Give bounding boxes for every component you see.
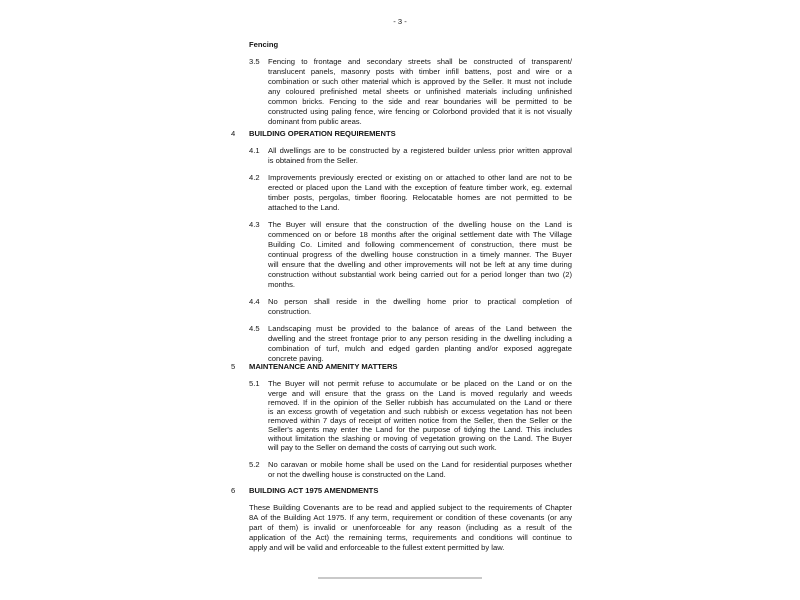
clause-text-line: dominant from public areas. (268, 117, 362, 126)
clause-number: 4.2 (249, 173, 260, 182)
footer-file-reference (318, 577, 482, 579)
clause-number: 4.3 (249, 220, 260, 229)
clause-text-line: removed. If in the opinion of the Seller rubbish has accumulated on the Land or there (268, 397, 572, 407)
clause-text-line: is obtained from the Seller. (268, 156, 358, 165)
paragraph-line: apply and will be valid and enforceable to the fullest extent permitted by law. (249, 543, 505, 552)
clause-text-line: construction without substantial work being carried out for a period longer than two (2) (268, 270, 572, 279)
page-number: - 3 - (393, 17, 407, 26)
clause-text-line: combination or such other material which is approved by the Seller. It must not include (268, 77, 572, 86)
section-5-title: MAINTENANCE AND AMENITY MATTERS (249, 362, 398, 371)
clause-text-line: construction. (268, 307, 312, 316)
clause-number: 5.2 (249, 460, 260, 469)
clause-number: 3.5 (249, 57, 260, 66)
clause-text-line: without limitation the slashing or moving of vegetation growing on the Land. The Buyer (268, 434, 572, 444)
clause-text-line: any coloured prefinished metal sheets or unfinished materials including unfinished (268, 87, 572, 96)
clause-text-line: concrete paving. (268, 354, 324, 363)
clause-text-line: will ensure that the dwelling and other improvements will not be left at any time during (268, 260, 572, 269)
clause-text-line: Seller's agents may enter the Land for the purpose of tidying the Land. This includes (268, 425, 572, 435)
clause-number: 5.1 (249, 379, 260, 389)
clause-text (268, 297, 572, 317)
section-4-number: 4 (231, 129, 236, 138)
clause-text-line: dwelling and the street frontage prior to any person residing in the dwelling including a (268, 334, 572, 343)
clause-text (268, 146, 572, 166)
clause-text-line: erected or placed upon the Land with the exception of feature timber work, eg. external (268, 183, 572, 192)
clause-text-line: attached to the Land. (268, 203, 340, 212)
paragraph-line: These Building Covenants are to be read and applied subject to the requirements of Chapter (249, 503, 572, 512)
clause-text-line: months. (268, 280, 296, 289)
clause-text-line: common bricks. Fencing to the side and rear boundaries will be permitted to be (268, 97, 572, 106)
clause-text-line: Landscaping must be provided to the balance of areas of the Land between the (268, 324, 572, 333)
clause-text-line: Fencing to frontage and secondary streets shall be constructed of transparent/ (268, 57, 572, 66)
clause-text-line: No person shall reside in the dwelling home prior to practical completion of (268, 297, 572, 306)
clause-text-line: The Buyer will not permit refuse to accumulate or be placed on the Land or on the (268, 379, 572, 389)
clause-text-line: All dwellings are to be constructed by a registered builder unless prior written approval (268, 146, 572, 155)
clause-text-line: combination of turf, mulch and edged garden planting and/or exposed aggregate (268, 344, 572, 353)
clause-text-line: translucent panels, masonry posts with timber infill battens, post and wire or a (268, 67, 572, 76)
clause-text-line: will pay to the Seller on demand the costs of carrying out such work. (268, 443, 497, 453)
paragraph-line: application of the Act) the remaining terms, requirements and conditions will continue to (249, 533, 572, 542)
clause-text-line: timber posts, pergolas, timber flooring. Relocatable homes are not permitted to be (268, 193, 572, 202)
clause-text (268, 220, 572, 290)
clause-text-line: Improvements previously erected or existing on or attached to other land are not to be (268, 173, 572, 182)
clause-text-line: Building Co. Limited and following commencement of construction, there must be (268, 240, 572, 249)
clause-text-line: No caravan or mobile home shall be used on the Land for residential purposes whether (268, 460, 572, 469)
clause-number: 4.5 (249, 324, 260, 333)
clause-text-line: is an excess growth of vegetation and such rubbish or excess vegetation has not been (268, 406, 572, 416)
clause-text (268, 173, 572, 213)
fencing-heading: Fencing (249, 40, 279, 49)
clause-text (268, 460, 572, 480)
clause-text-line: continual progress of the dwelling house construction in a timely manner. The Buyer (268, 250, 572, 259)
section-4-title: BUILDING OPERATION REQUIREMENTS (249, 129, 396, 138)
paragraph-line: part of them) is invalid or unenforceable for any reason (including as a result of the (249, 523, 572, 532)
clause-text (268, 379, 572, 452)
clause-text (268, 324, 572, 364)
clause-text-line: removed within 7 days of receipt of written notice from the Seller, then the Seller or the (268, 415, 572, 425)
section-6-title: BUILDING ACT 1975 AMENDMENTS (249, 486, 379, 495)
paragraph-line: 8A of the Building Act 1975. If any term, requirement or condition of these covenants (or any (249, 513, 572, 522)
clause-text-line: The Buyer will ensure that the construction of the dwelling house on the Land is (268, 220, 572, 229)
clause-text-line: constructed using paling fence, wire fencing or Colorbond provided that it is not visually (268, 107, 572, 116)
section-5-number: 5 (231, 362, 236, 371)
clause-number: 4.1 (249, 146, 260, 155)
section-6-number: 6 (231, 486, 236, 495)
clause-text (268, 57, 572, 127)
clause-text-line: commenced on or before 18 months after the original settlement date with The Village (268, 230, 572, 239)
clause-text-line: verge and will ensure that the grass on the Land is moved regularly and weeds (268, 388, 572, 398)
clause-text-line: or not the dwelling house is constructed on the Land. (268, 470, 446, 479)
section-6-paragraph (249, 503, 572, 553)
clause-number: 4.4 (249, 297, 260, 306)
